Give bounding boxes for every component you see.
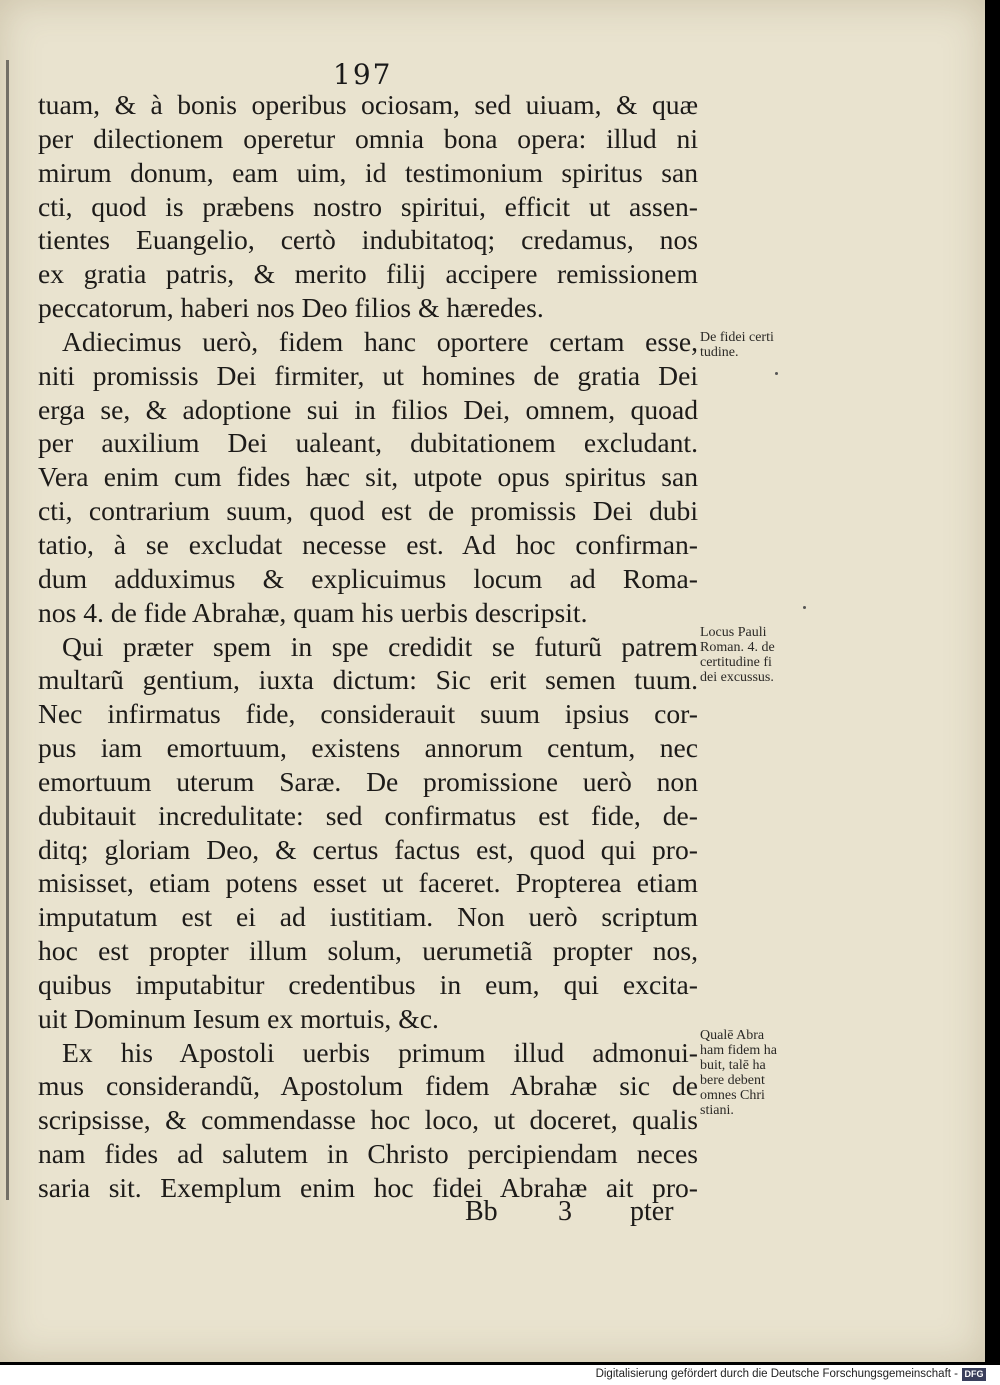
text-line: hoc est propter illum solum, uerumetiã propter nos,	[38, 935, 698, 967]
marginal-note-certitude: De fidei certi tudine.	[700, 330, 774, 360]
ink-speck	[775, 372, 778, 375]
text-line: multarũ gentium, iuxta dictum: Sic erit semen tuum.	[38, 664, 698, 696]
marginal-note-pauli: Locus Pauli Roman. 4. de certitudine fi dei excussus.	[700, 625, 775, 685]
text-line: erga se, & adoptione sui in filios Dei, omnem, quoad	[38, 393, 698, 425]
text-line: peccatorum, haberi nos Deo filios & hæredes.	[38, 292, 544, 324]
ink-speck	[803, 606, 806, 609]
text-line: pus iam emortuum, existens annorum centum, nec	[38, 732, 698, 764]
text-line: uit Dominum Iesum ex mortuis, &c.	[38, 1002, 439, 1034]
text-line: tientes Euangelio, certò indubitatoq; credamus, nos	[38, 224, 698, 256]
text-line: Adiecimus uerò, fidem hanc oportere certam esse,	[62, 325, 698, 357]
marginal-note-abraham: Qualē Abra ham fidem ha buit, talē ha bere debent omnes Chri stiani.	[700, 1028, 777, 1118]
funding-credit: Digitalisierung gefördert durch die Deutsche Forschungsgemeinschaft -	[595, 1368, 958, 1380]
text-line: tatio, à se excludat necesse est. Ad hoc confirman-	[38, 528, 698, 560]
body-text	[38, 88, 698, 1205]
text-line: dubitauit incredulitate: sed confirmatus est fide, de-	[38, 799, 698, 831]
text-line: nos 4. de fide Abrahæ, quam his uerbis descripsit.	[38, 596, 588, 628]
text-line: mus considerandũ, Apostolum fidem Abrahæ sic de	[38, 1070, 698, 1102]
text-line: cti, quod is præbens nostro spiritui, efficit ut assen-	[38, 190, 698, 222]
text-line: per auxilium Dei ualeant, dubitationem excludant.	[38, 427, 698, 459]
text-line: tuam, & à bonis operibus ociosam, sed uiuam, & quæ	[38, 89, 698, 120]
text-line: cti, contrarium suum, quod est de promissis Dei dubi	[38, 495, 698, 527]
text-line: scripsisse, & commendasse hoc loco, ut doceret, qualis	[38, 1104, 698, 1136]
page-number: 197	[333, 58, 393, 91]
text-line: Nec infirmatus fide, considerauit suum ipsius cor-	[38, 698, 698, 730]
text-line: mirum donum, eam uim, id testimonium spiritus san	[38, 156, 698, 188]
text-line: emortuum uterum Saræ. De promissione uerò non	[38, 765, 698, 797]
text-line: nam fides ad salutem in Christo percipiendam neces	[38, 1138, 698, 1170]
text-line: Qui præter spem in spe credidit se futurũ patrem	[62, 630, 698, 662]
footer-bar	[0, 1365, 1000, 1385]
text-line: dum adduximus & explicuimus locum ad Roma-	[38, 562, 698, 594]
signature-mark: Bb	[465, 1196, 498, 1227]
gutter-shadow	[6, 60, 9, 1200]
text-line: misisset, etiam potens esset ut faceret. Propterea etiam	[38, 867, 698, 899]
signature-number: 3	[558, 1196, 572, 1227]
text-line: niti promissis Dei firmiter, ut homines de gratia Dei	[38, 359, 698, 391]
text-line: Ex his Apostoli uerbis primum illud admonui-	[62, 1036, 698, 1068]
catchword: pter	[630, 1196, 674, 1227]
text-line: Vera enim cum fides hæc sit, utpote opus spiritus san	[38, 461, 698, 493]
text-line: imputatum est ei ad iustitiam. Non uerò scriptum	[38, 901, 698, 933]
text-line: ditq; gloriam Deo, & certus factus est, quod qui pro-	[38, 833, 698, 865]
text-line: quibus imputabitur credentibus in eum, qui excita-	[38, 968, 698, 1000]
dfg-logo[interactable]: DFG	[962, 1368, 986, 1381]
text-line: saria sit. Exemplum enim hoc fidei Abrahæ ait pro-	[38, 1172, 698, 1203]
text-line: ex gratia patris, & merito filij accipere remissionem	[38, 258, 698, 290]
text-line: per dilectionem operetur omnia bona opera: illud ni	[38, 122, 698, 154]
